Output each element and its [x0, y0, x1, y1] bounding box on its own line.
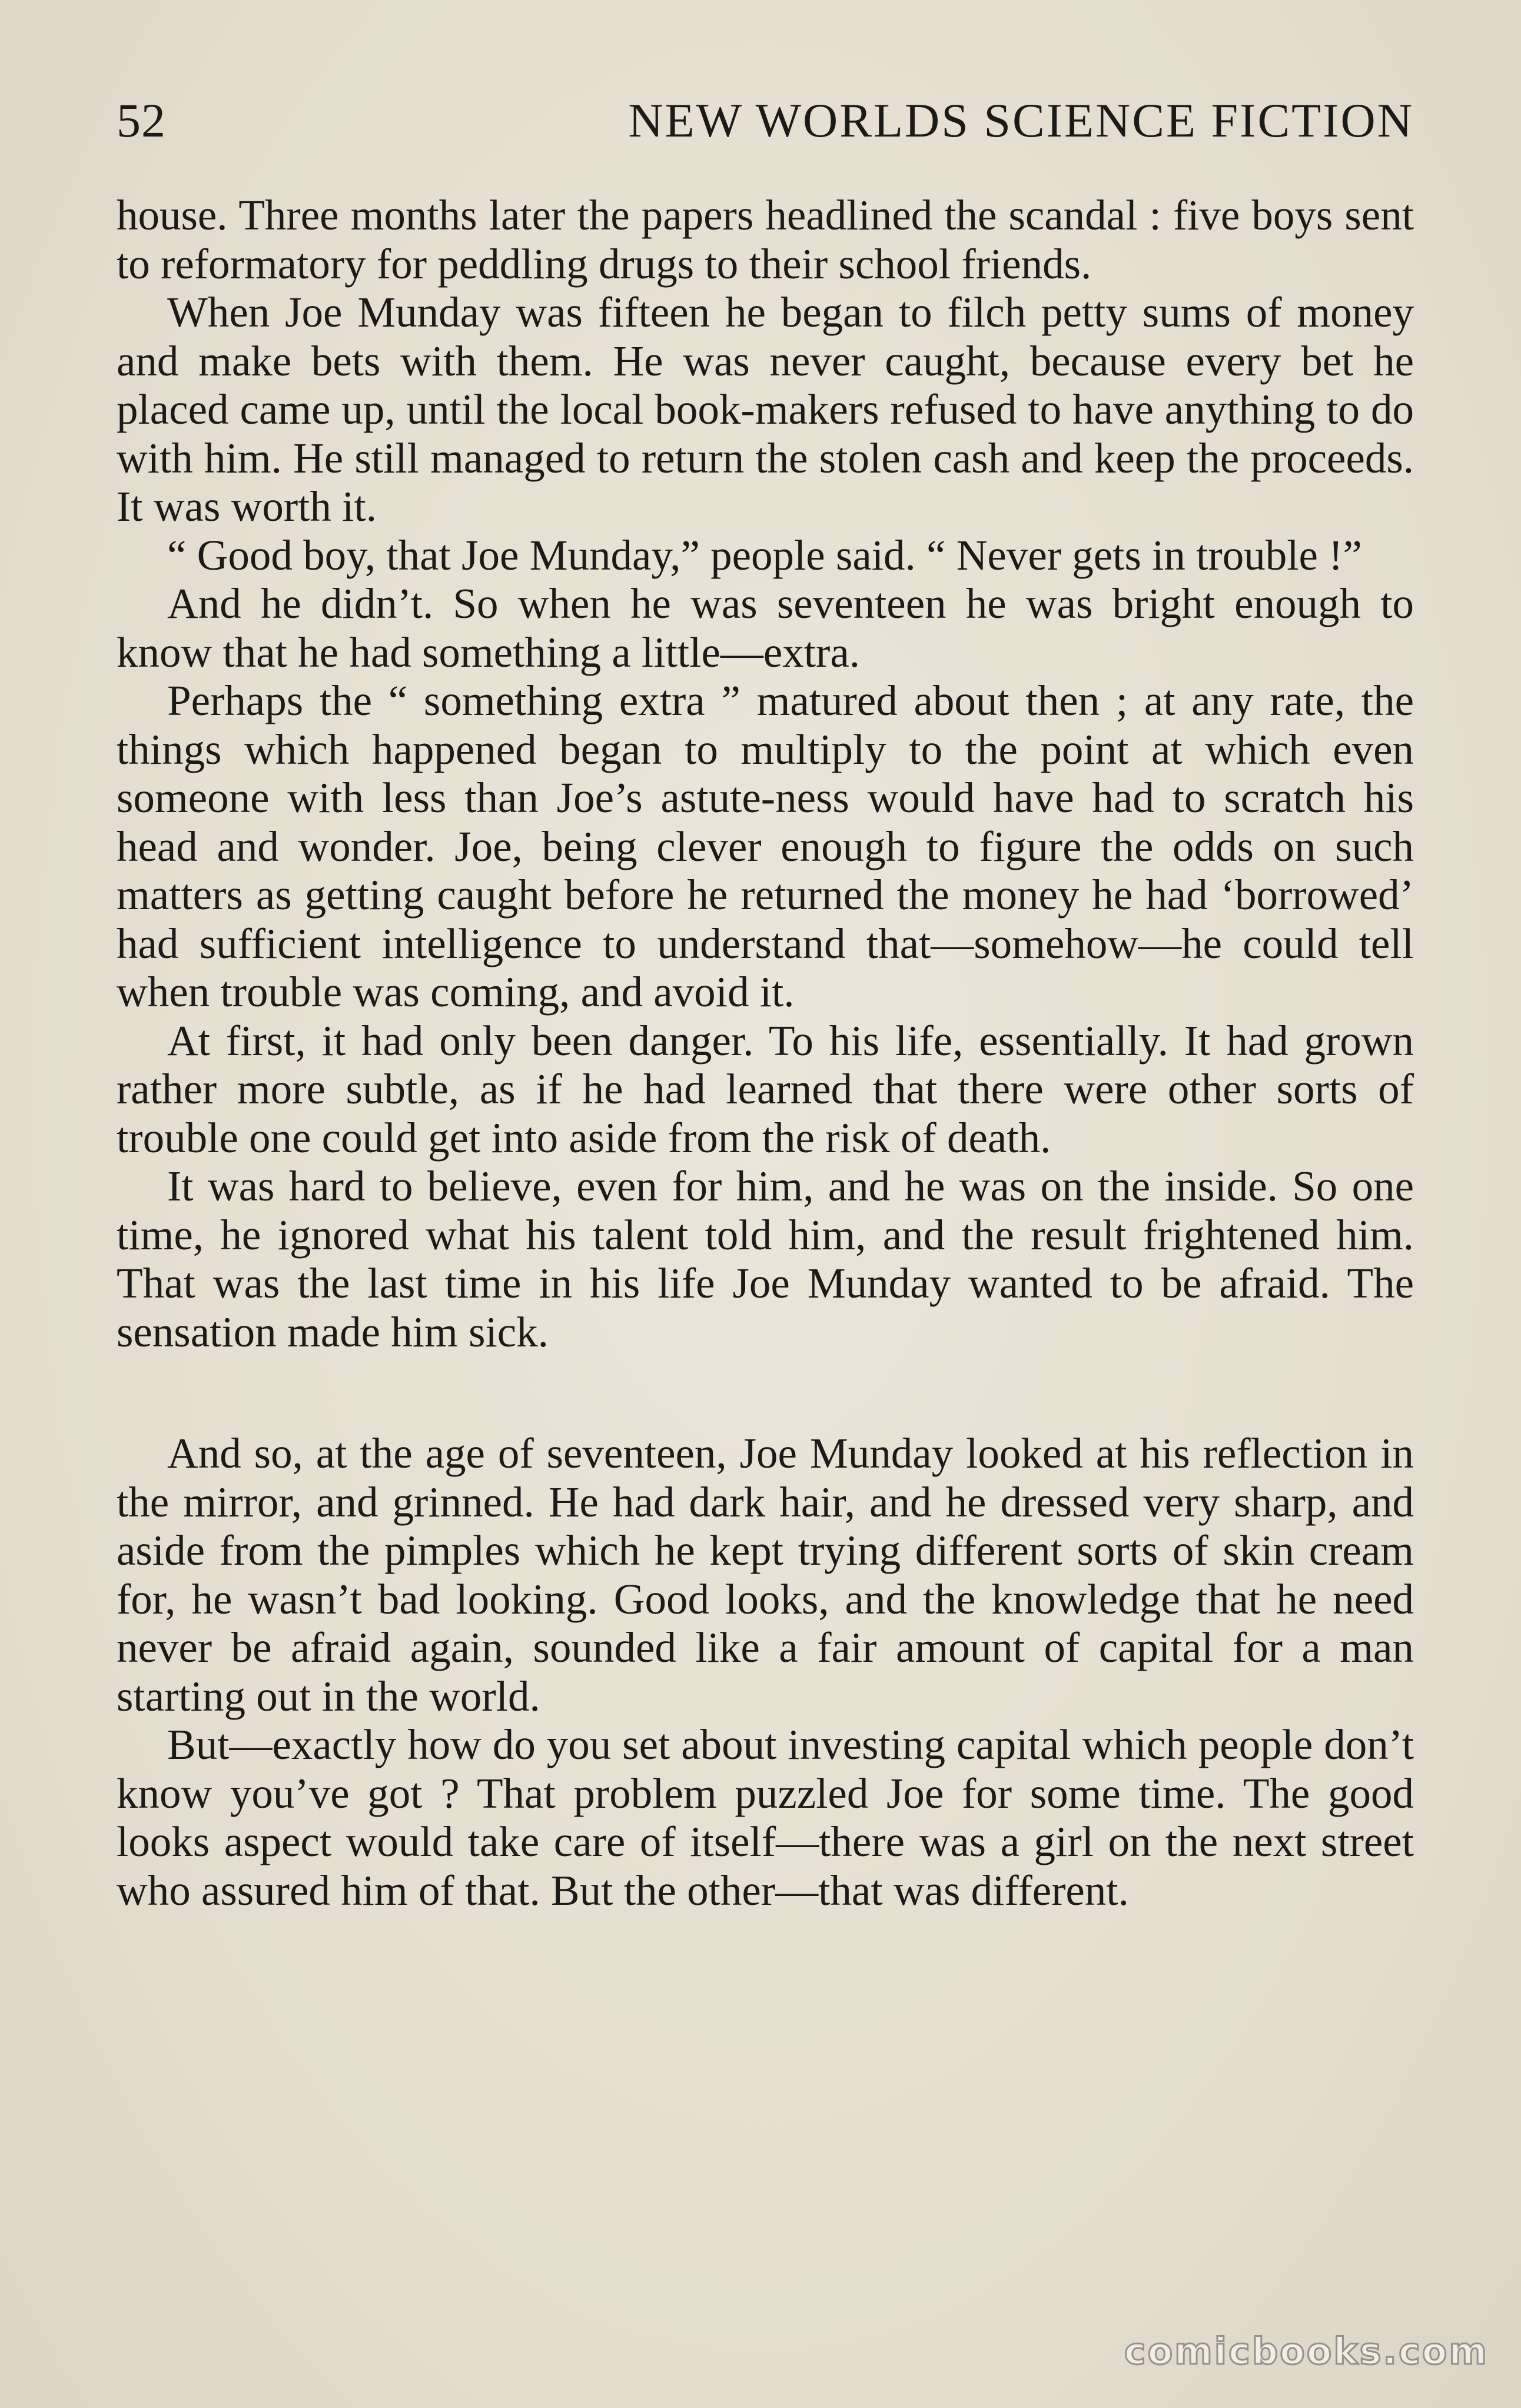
paragraph: Perhaps the “ something extra ” matured about then ; at any rate, the things which happened began to multiply to the point at which even someone with less than Joe’s astute-ness would have had to scratch his head and wonder. Joe, being clever enough to figure the odds on such matters as getting caught before he returned the money he had ‘borrowed’ had sufficient intelligence to understand that—somehow—he could tell when trouble was coming, and avoid it.	[117, 677, 1414, 1016]
paragraph: But—exactly how do you set about investing capital which people don’t know you’ve got ? That problem puzzled Joe for some time. The good looks aspect would take care of itself—there was a girl on the next street who assured him of that. But the other—that was different.	[117, 1721, 1414, 1914]
running-title: NEW WORLDS SCIENCE FICTION	[628, 94, 1414, 147]
paragraph: It was hard to believe, even for him, and he was on the inside. So one time, he ignored what his talent told him, and the result frightened him. That was the last time in his life Joe Munday wanted to be afraid. The sensation made him sick.	[117, 1162, 1414, 1356]
source-watermark: comicbooks.com	[1124, 2330, 1489, 2373]
story-text	[117, 191, 1414, 1915]
paragraph: At first, it had only been danger. To his life, essentially. It had grown rather more subtle, as if he had learned that there were other sorts of trouble one could get into aside from the risk of death.	[117, 1016, 1414, 1162]
paragraph: house. Three months later the papers headlined the scandal : five boys sent to reformatory for peddling drugs to their school friends.	[117, 191, 1414, 288]
page-header	[117, 88, 1414, 153]
paragraph: And he didn’t. So when he was seventeen he was bright enough to know that he had something a little—extra.	[117, 580, 1414, 676]
page-number: 52	[117, 94, 166, 147]
paragraph: “ Good boy, that Joe Munday,” people said. “ Never gets in trouble !”	[167, 531, 1362, 579]
paragraph: And so, at the age of seventeen, Joe Munday looked at his reflection in the mirror, and grinned. He had dark hair, and he dressed very sharp, and aside from the pimples which he kept trying different sorts of skin cream for, he wasn’t bad looking. Good looks, and the knowledge that he need never be afraid again, sounded like a fair amount of capital for a man starting out in the world.	[117, 1429, 1414, 1720]
paragraph: When Joe Munday was fifteen he began to filch petty sums of money and make bets with them. He was never caught, because every bet he placed came up, until the local book-makers refused to have anything to do with him. He still managed to return the stolen cash and keep the proceeds. It was worth it.	[117, 288, 1414, 530]
